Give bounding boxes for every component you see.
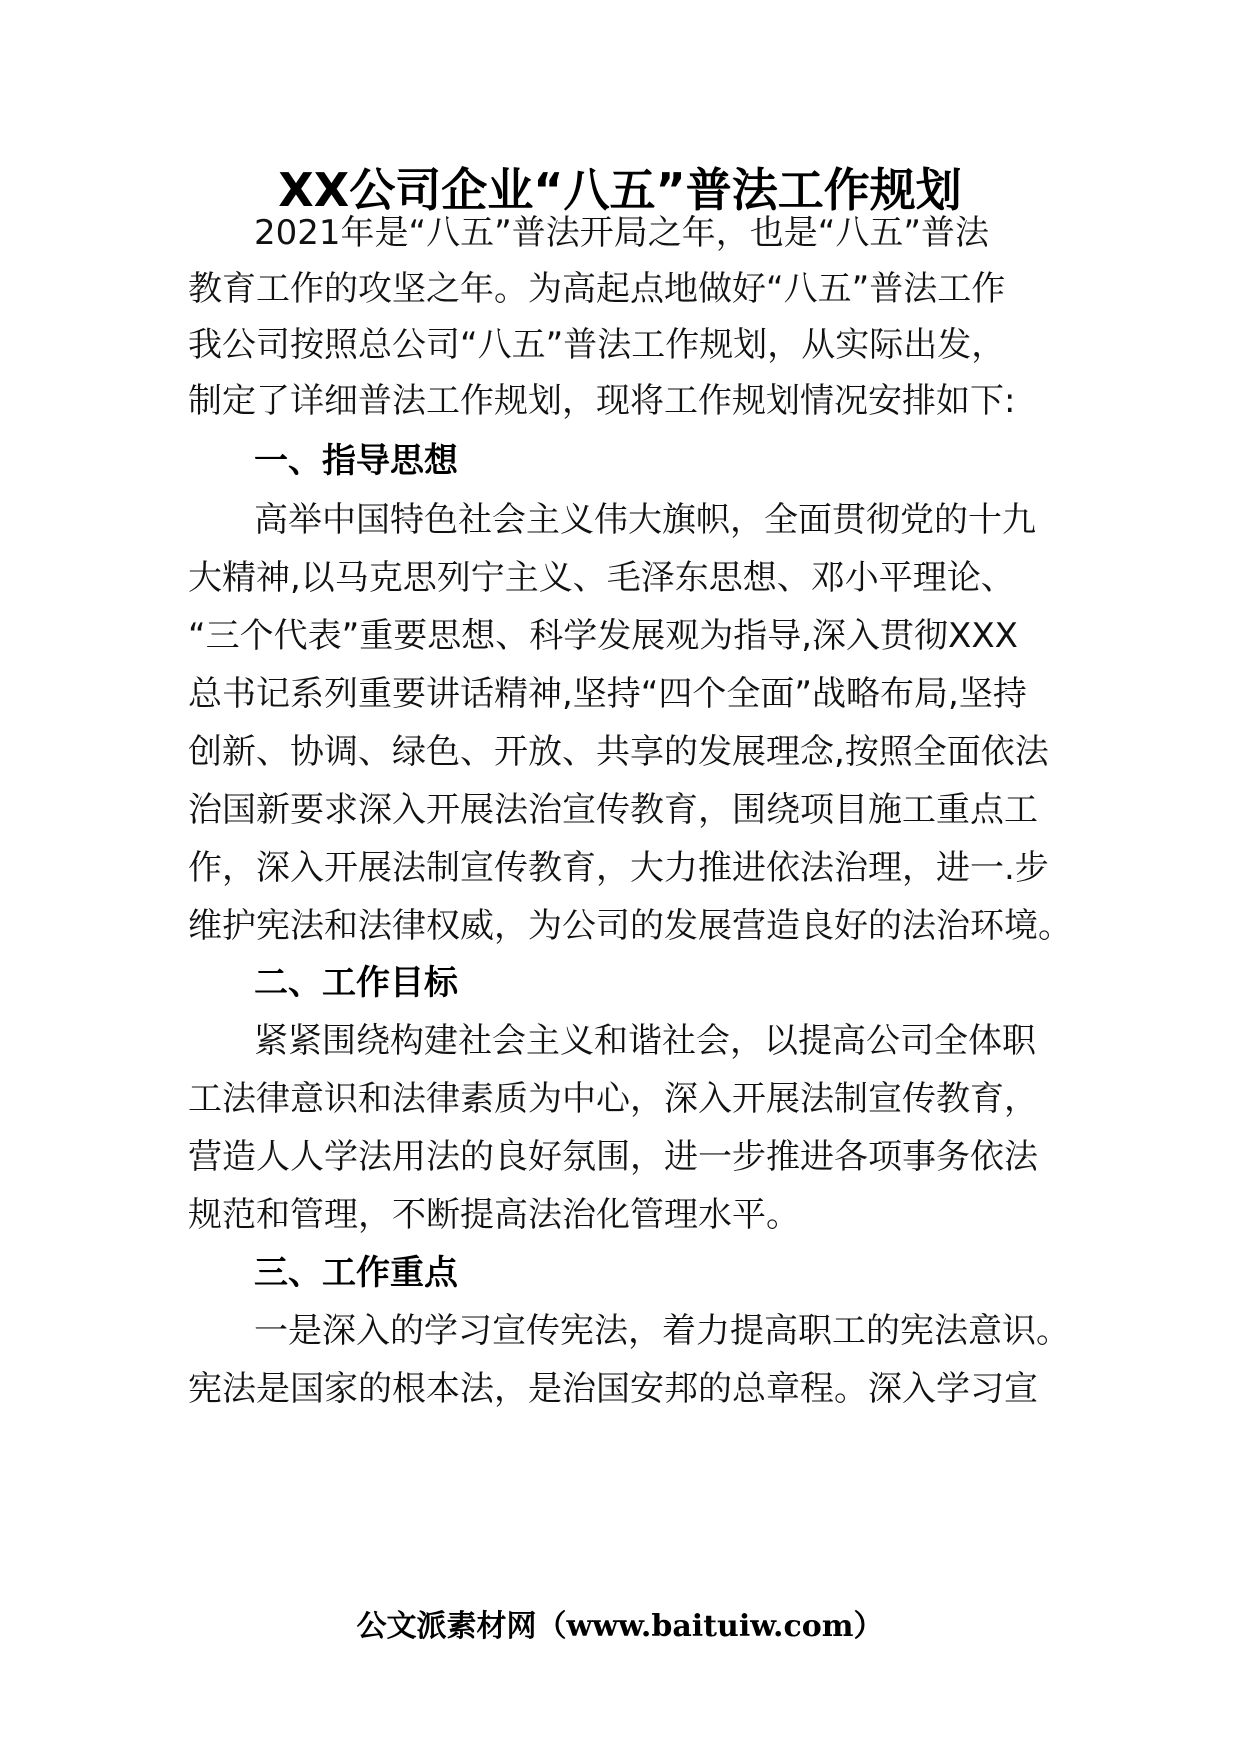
paragraph-line: 治国新要求深入开展法治宣传教育，围绕项目施工重点工	[188, 790, 1038, 830]
paragraph-line: 维护宪法和法律权威，为公司的发展营造良好的法治环境。	[188, 906, 1072, 946]
section-heading: 三、工作重点	[254, 1253, 458, 1293]
document-title: XX公司企业“八五”普法工作规划	[278, 163, 962, 217]
paragraph-line: 创新、协调、绿色、开放、共享的发展理念,按照全面依法	[188, 732, 1049, 772]
paragraph-line: 营造人人学法用法的良好氛围，进一步推进各项事务依法	[188, 1137, 1038, 1177]
paragraph-line: 2021年是“八五”普法开局之年，也是“八五”普法	[254, 213, 989, 253]
section-heading: 二、工作目标	[254, 963, 458, 1003]
paragraph-line: 紧紧围绕构建社会主义和谐社会，以提高公司全体职	[254, 1021, 1036, 1061]
paragraph-line: 高举中国特色社会主义伟大旗帜，全面贯彻党的十九	[254, 500, 1036, 540]
paragraph-line: 大精神,以马克思列宁主义、毛泽东思想、邓小平理论、	[188, 558, 1015, 598]
paragraph-line: 我公司按照总公司“八五”普法工作规划，从实际出发，	[188, 325, 1006, 365]
paragraph-line: 制定了详细普法工作规划，现将工作规划情况安排如下:	[188, 381, 1016, 421]
paragraph-line: 宪法是国家的根本法，是治国安邦的总章程。深入学习宣	[188, 1369, 1038, 1409]
section-heading: 一、指导思想	[254, 441, 458, 481]
paragraph-line: 工法律意识和法律素质为中心，深入开展法制宣传教育，	[188, 1079, 1038, 1119]
paragraph-line: “三个代表”重要思想、科学发展观为指导,深入贯彻XXX	[188, 616, 1018, 656]
paragraph-line: 作，深入开展法制宣传教育，大力推进依法治理，进一.步	[188, 848, 1049, 888]
source-footer: 公文派素材网（www.baituiw.com）	[356, 1609, 884, 1644]
paragraph-line: 教育工作的攻坚之年。为高起点地做好“八五”普法工作	[188, 269, 1006, 309]
paragraph-line: 总书记系列重要讲话精神,坚持“四个全面”战略布局,坚持	[188, 674, 1027, 714]
paragraph-line: 规范和管理，不断提高法治化管理水平。	[188, 1195, 800, 1235]
paragraph-line: 一是深入的学习宣传宪法，着力提高职工的宪法意识。	[254, 1311, 1070, 1351]
